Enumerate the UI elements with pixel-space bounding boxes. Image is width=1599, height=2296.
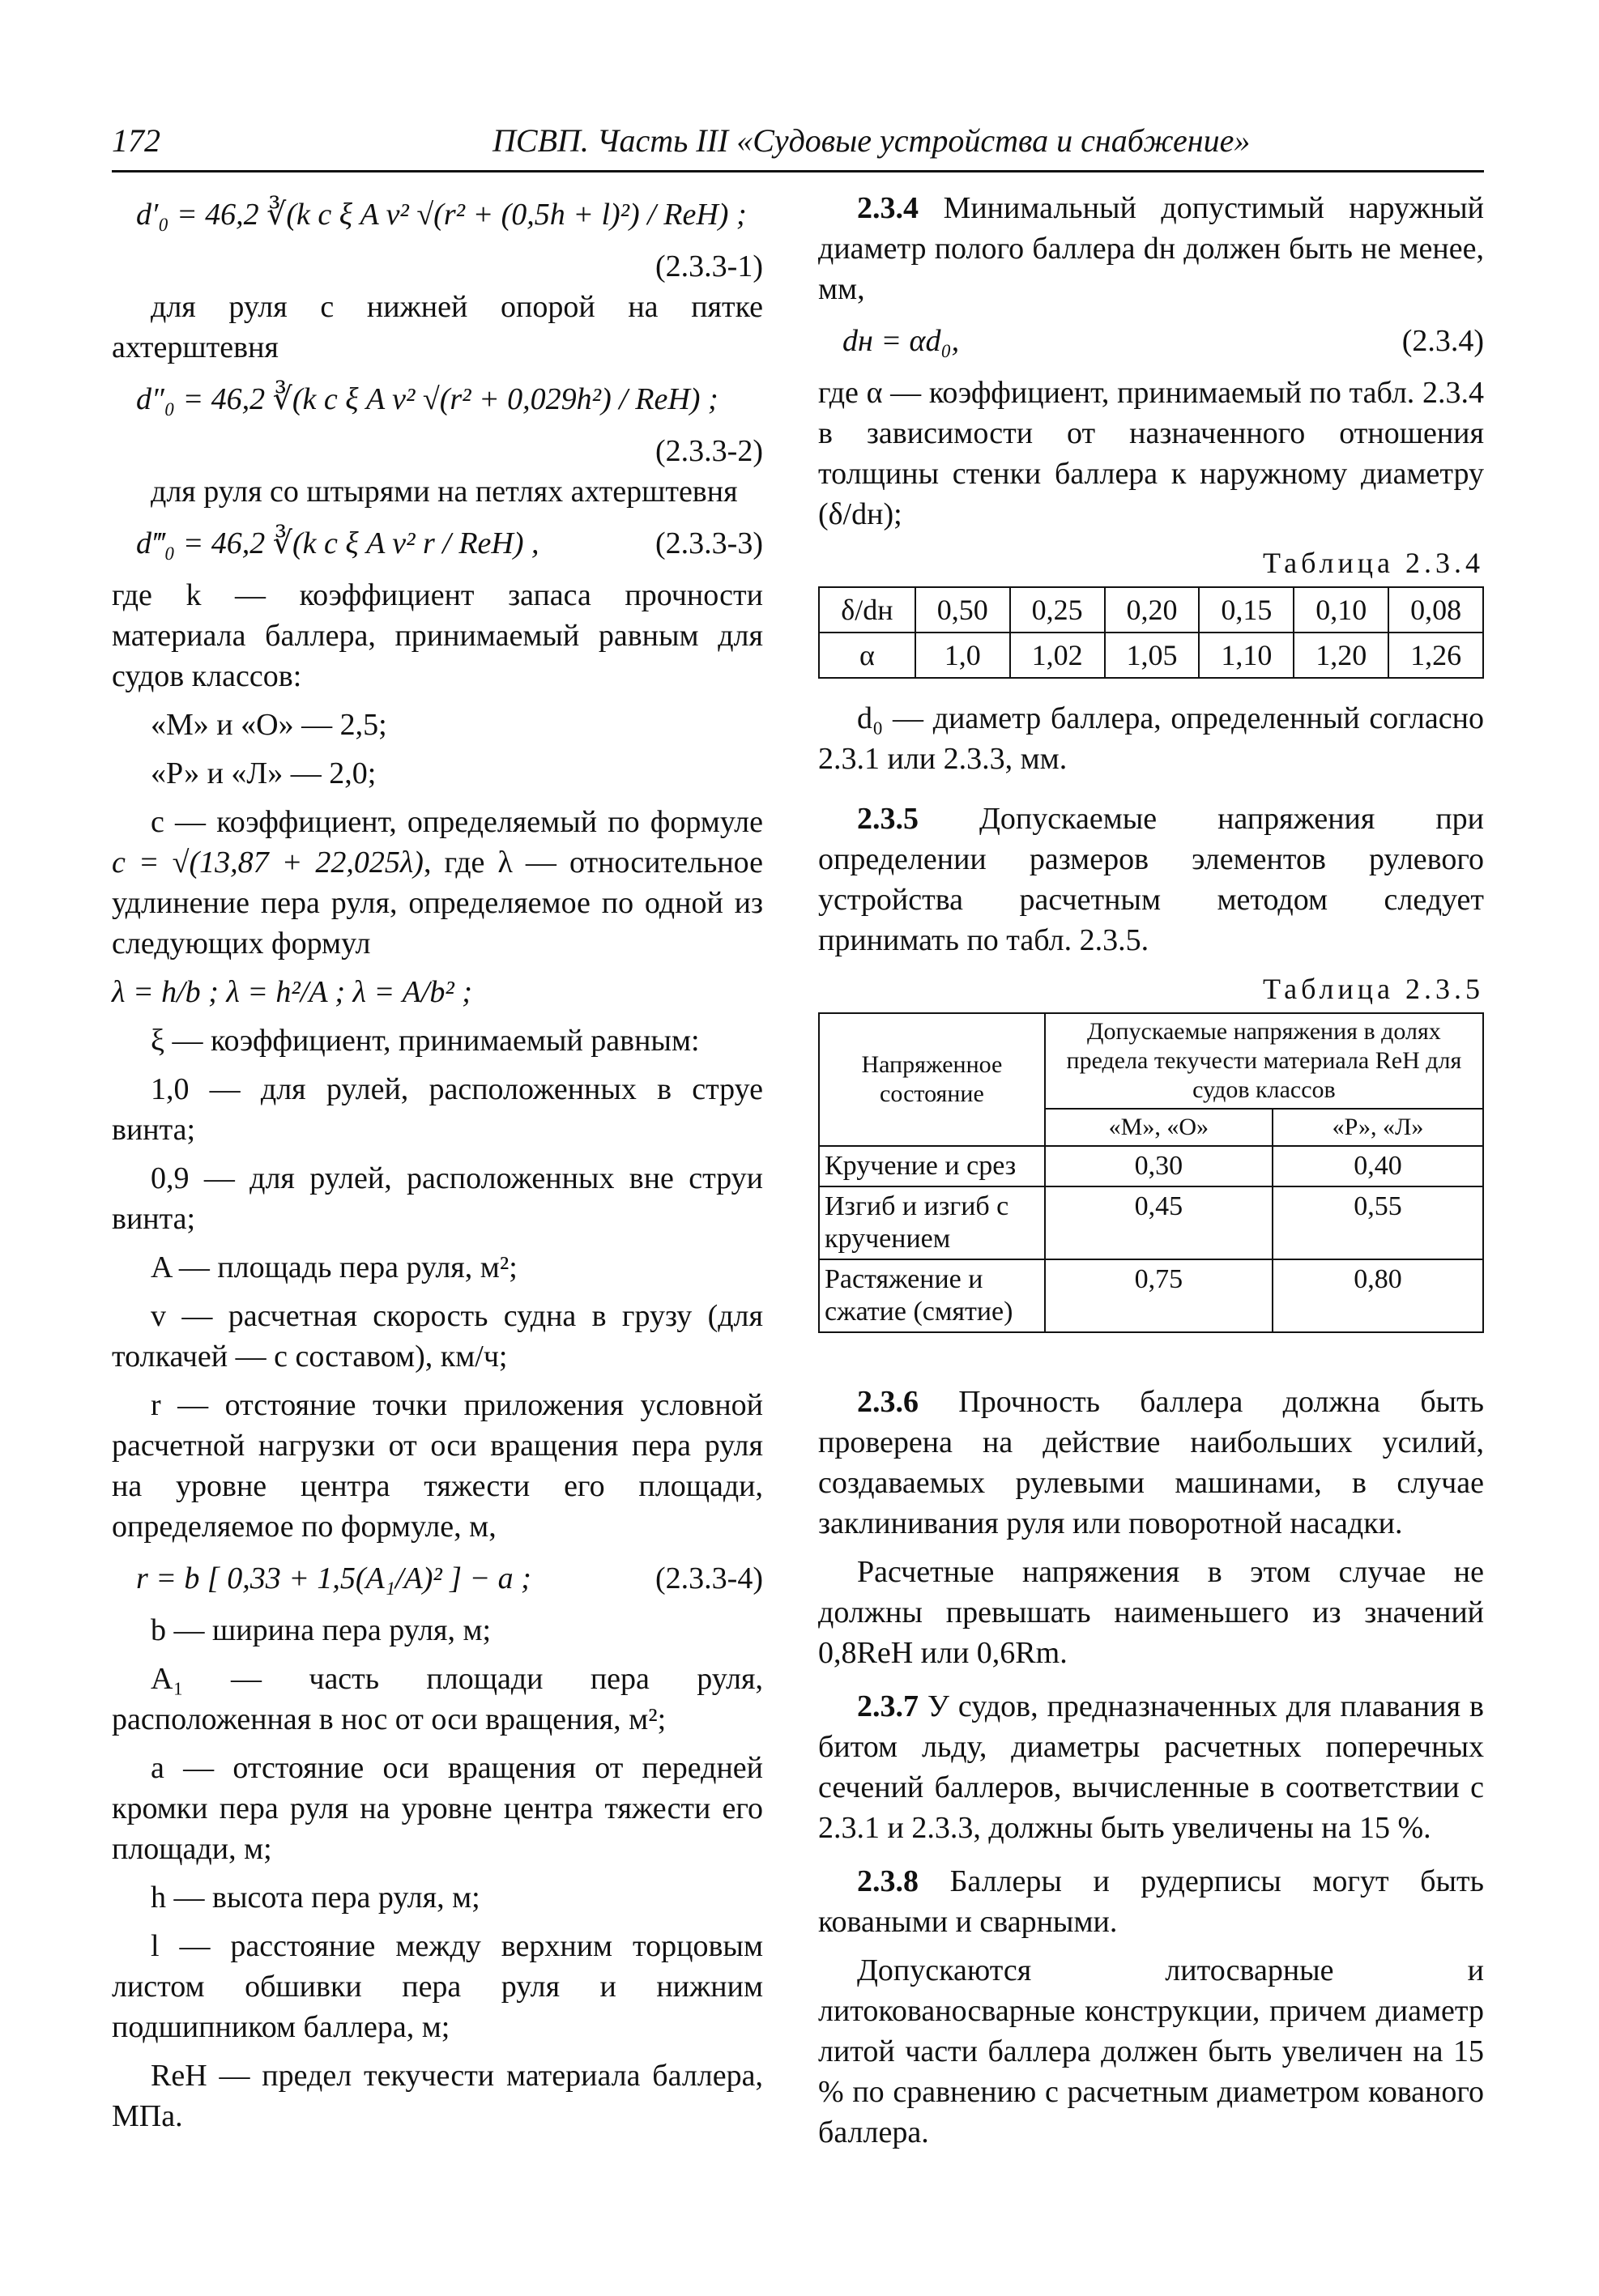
table-cell: 0,75: [1045, 1259, 1273, 1332]
section-number: 2.3.4: [857, 191, 919, 225]
paragraph-text: c — коэффициент, определяемый по формуле: [151, 805, 763, 839]
formula-number: (2.3.4): [1401, 324, 1484, 358]
section-2-3-8: [818, 1861, 1484, 1942]
page-number: 172: [112, 122, 160, 159]
paragraph: ξ — коэффициент, принимаемый равным:: [151, 1024, 700, 1058]
section-2-3-6: [818, 1382, 1484, 1544]
section-2-3-5: [818, 799, 1484, 961]
table-cell: Изгиб и изгиб с кручением: [819, 1186, 1045, 1259]
table-cell: 0,45: [1045, 1186, 1273, 1259]
paragraph: где k — коэффициент запаса прочности материала баллера, принимаемый равным для судов классов:: [112, 578, 763, 693]
table-row: [819, 1259, 1483, 1332]
right-column: [818, 188, 1484, 2161]
section-text: Минимальный допустимый наружный диаметр полого баллера dн должен быть не менее, мм,: [818, 191, 1484, 306]
paragraph: где α — коэффициент, принимаемый по табл. 2.3.4 в зависимости от назначенного отношения толщины стенки баллера к наружному диаметру (δ/dн);: [818, 376, 1484, 531]
table-row: [819, 633, 1483, 678]
section-2-3-7: [818, 1686, 1484, 1848]
paragraph: v — расчетная скорость судна в грузу (для толкачей — с составом), км/ч;: [112, 1299, 763, 1374]
table-row: [819, 1146, 1483, 1186]
inline-formula: c = √(13,87 + 22,025λ): [112, 846, 424, 880]
table-cell: Растяжение и сжатие (смятие): [819, 1259, 1045, 1332]
formula-number: (2.3.3-3): [655, 526, 763, 560]
header-class-rl: «Р», «Л»: [1273, 1109, 1483, 1146]
table-caption: Таблица 2.3.4: [1263, 547, 1484, 579]
formula-2-3-3-2: [112, 376, 763, 426]
header-allowed-stress: Допускаемые напряжения в долях предела текучести материала ReH для судов классов: [1045, 1013, 1483, 1109]
table-cell: 0,30: [1045, 1146, 1273, 1186]
section-number: 2.3.7: [857, 1689, 919, 1723]
paragraph: l — расстояние между верхним торцовым листом обшивки пера руля и нижним подшипником баллера, м;: [112, 1929, 763, 2044]
table-cell: 0,20: [1105, 587, 1200, 633]
table-cell: 0,40: [1273, 1146, 1483, 1186]
formula-2-3-3-3: [112, 520, 763, 570]
table-row: [819, 1186, 1483, 1259]
paragraph: A — площадь пера руля, м²;: [151, 1250, 518, 1284]
formula-expression: d″₀ = 46,2 ∛(k c ξ A v² √(r² + 0,029h²) / ReH) ;: [136, 382, 718, 416]
table-2-3-5: [818, 1012, 1484, 1333]
running-title: ПСВП. Часть III «Судовые устройства и снабжение»: [492, 122, 1251, 159]
paragraph: Допускаются литосварные и литокованосварные конструкции, причем диаметр литой части баллера должен быть увеличен на 15 % по сравнению с расчетным диаметром кованого баллера.: [818, 1953, 1484, 2149]
formula-expression: d′₀ = 46,2 ∛(k c ξ A v² √(r² + (0,5h + l)²) / ReH) ;: [136, 198, 747, 232]
paragraph: [112, 802, 763, 964]
table-cell: Кручение и срез: [819, 1146, 1045, 1186]
paragraph: a — отстояние оси вращения от передней кромки пера руля на уровне центра тяжести его площади, м;: [112, 1751, 763, 1866]
paragraph: A₁ — часть площади пера руля, расположенная в нос от оси вращения, м²;: [112, 1662, 763, 1736]
formula-2-3-3-4: [112, 1555, 763, 1605]
formula-number: (2.3.3-4): [655, 1561, 763, 1595]
section-2-3-4: [818, 188, 1484, 309]
section-number: 2.3.6: [857, 1385, 919, 1419]
formula-expression: d‴₀ = 46,2 ∛(k c ξ A v² r / ReH) ,: [136, 526, 539, 560]
formula-expression: r = b [ 0,33 + 1,5(A₁/A)² ] − a ;: [136, 1561, 531, 1595]
paragraph: для руля с нижней опорой на пятке ахтерштевня: [112, 290, 763, 364]
section-text: Баллеры и рудерписы могут быть коваными и сварными.: [818, 1864, 1484, 1939]
section-number: 2.3.5: [857, 802, 919, 836]
formula-2-3-4: [818, 317, 1484, 368]
header-state: Напряженное состояние: [819, 1013, 1045, 1146]
paragraph: Расчетные напряжения в этом случае не должны превышать наименьшего из значений 0,8ReH или 0,6Rm.: [818, 1555, 1484, 1670]
paragraph: ReH — предел текучести материала баллера, МПа.: [112, 2059, 763, 2133]
table-2-3-4: [818, 586, 1484, 679]
table-cell: 1,26: [1388, 633, 1483, 678]
section-text: Прочность баллера должна быть проверена на действие наибольших усилий, создаваемых рулевыми машинами, в случае заклинивания руля или поворотной насадки.: [818, 1385, 1485, 1540]
table-header-row: [819, 1013, 1483, 1109]
table-cell: 0,50: [915, 587, 1010, 633]
table-cell: 0,08: [1388, 587, 1483, 633]
formula-number: (2.3.3-1): [655, 249, 763, 283]
table-cell: 0,55: [1273, 1186, 1483, 1259]
formula-number: (2.3.3-2): [655, 434, 763, 468]
table-row: [819, 587, 1483, 633]
paragraph: b — ширина пера руля, м;: [151, 1613, 492, 1647]
formula-expression: dн = αd₀,: [842, 324, 960, 358]
paragraph: для руля со штырями на петлях ахтерштевня: [151, 475, 738, 509]
table-cell: 0,15: [1199, 587, 1294, 633]
class-value: «Р» и «Л» — 2,0;: [151, 756, 377, 790]
table-cell: 1,20: [1294, 633, 1388, 678]
paragraph-text: , где λ — относительное удлинение пера руля, определяемое по одной из следующих формул: [112, 846, 763, 961]
class-value: «М» и «О» — 2,5;: [151, 708, 387, 742]
table-cell: δ/dн: [819, 587, 915, 633]
paragraph: d₀ — диаметр баллера, определенный согласно 2.3.1 или 2.3.3, мм.: [818, 701, 1484, 776]
paragraph: r — отстояние точки приложения условной расчетной нагрузки от оси вращения пера руля на уровне центра тяжести его площади, определяемое по формуле, м,: [112, 1388, 763, 1544]
table-cell: 1,02: [1010, 633, 1105, 678]
table-cell: 1,10: [1199, 633, 1294, 678]
header-class-mo: «М», «О»: [1045, 1109, 1273, 1146]
table-cell: 0,25: [1010, 587, 1105, 633]
table-cell: 0,10: [1294, 587, 1388, 633]
table-cell: 1,0: [915, 633, 1010, 678]
left-column: [112, 188, 763, 2145]
paragraph: 0,9 — для рулей, расположенных вне струи винта;: [112, 1161, 763, 1236]
table-cell: 0,80: [1273, 1259, 1483, 1332]
formula-2-3-3-1: [112, 191, 763, 241]
table-cell: 1,05: [1105, 633, 1200, 678]
lambda-formulas: λ = h/b ; λ = h²/A ; λ = A/b² ;: [112, 975, 472, 1009]
section-number: 2.3.8: [857, 1864, 919, 1898]
table-caption: Таблица 2.3.5: [1263, 973, 1484, 1005]
section-text: Допускаемые напряжения при определении размеров элементов рулевого устройства расчетным методом следует принимать по табл. 2.3.5.: [818, 802, 1484, 957]
section-text: У судов, предназначенных для плавания в битом льду, диаметры расчетных поперечных сечений баллеров, вычисленные в соответствии с 2.3.1 и 2.3.3, должны быть увеличены на 15 %.: [818, 1689, 1484, 1845]
paragraph: h — высота пера руля, м;: [151, 1881, 480, 1915]
paragraph: 1,0 — для рулей, расположенных в струе винта;: [112, 1072, 763, 1147]
page-header: [112, 121, 1484, 173]
table-cell: α: [819, 633, 915, 678]
